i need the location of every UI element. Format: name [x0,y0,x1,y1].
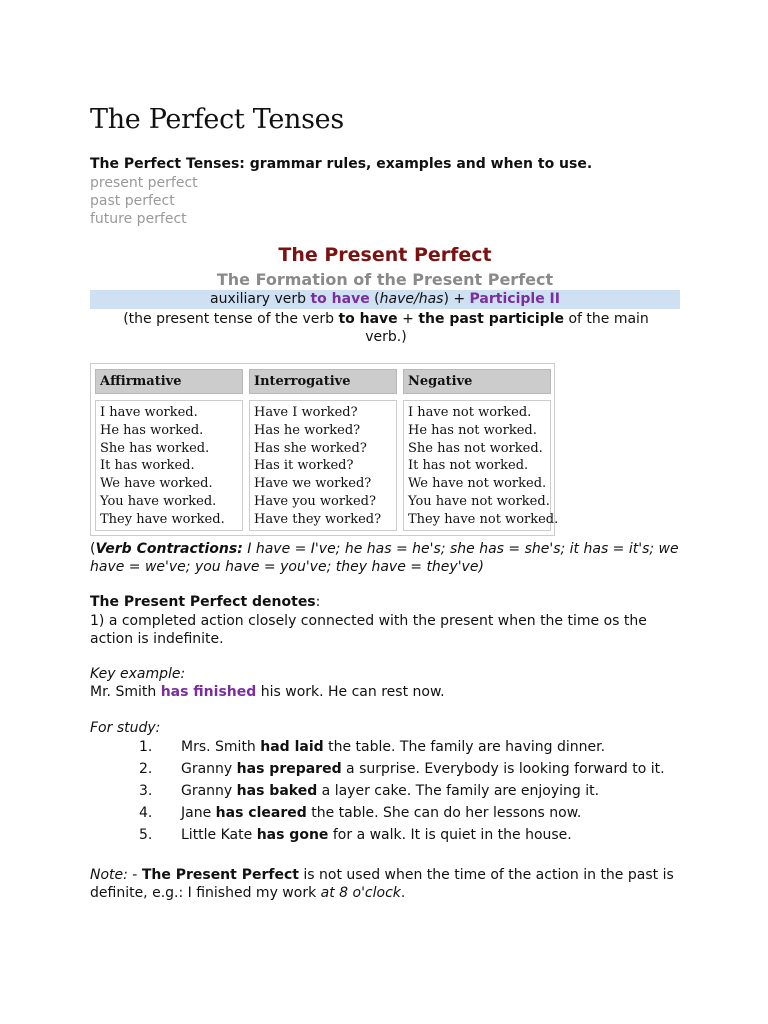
formula-verb: to have [310,291,370,307]
table-cell: I have not worked. [408,405,532,420]
table-cell: She has not worked. [408,440,543,456]
formula-paren-close: ) + [443,291,470,307]
contractions-text: I have = I've; he has = he's; she has = she's; it has = it's; we have = we've; you have = you've; they have = they've) [90,541,679,575]
item-bold: has baked [236,783,318,799]
item-text: Granny [181,783,237,799]
table-cell: They have worked. [100,511,225,527]
conjugation-table [90,363,559,536]
item-text: the table. She can do her lessons now. [306,805,582,821]
table-cell: They have not worked. [408,511,559,527]
verb-contractions [90,540,680,576]
table-cell: He has not worked. [408,422,537,438]
study-label: For study: [90,720,161,736]
table-cell: Has he worked? [254,422,361,438]
toc-link-past-perfect[interactable]: past perfect [90,193,175,209]
formation-formula [90,290,680,309]
key-example-label: Key example: [90,666,186,682]
denotes-colon: : [315,594,321,610]
table-cell: We have not worked. [408,476,547,492]
study-list [90,738,680,848]
explain-text-1: (the present tense of the verb [123,311,339,327]
column-interrogative [249,369,397,531]
explain-bold-2: the past participle [418,311,564,327]
page-subtitle: The Perfect Tenses: grammar rules, examples and when to use. [90,156,593,172]
item-bold: had laid [260,739,324,755]
explain-text-2: + [397,311,419,327]
contractions-label: Verb Contractions: [95,541,243,557]
table-cell: Have you worked? [254,493,376,509]
column-negative [403,369,559,531]
item-text: the table. The family are having dinner. [323,739,606,755]
denotes-heading [90,594,320,610]
key-example-after: his work. He can rest now. [256,684,445,700]
key-example-text [90,684,445,700]
column-body [403,400,559,531]
table-cell: Have I worked? [254,405,358,420]
table-cell: Has she worked? [254,440,367,456]
table-cell: He has worked. [100,422,204,438]
key-example-highlight: has finished [160,684,257,700]
column-body [249,400,397,531]
formula-forms: have/has [379,291,444,307]
page-title: The Perfect Tenses [90,104,344,135]
list-number: 2. [139,761,153,777]
toc-link-present-perfect[interactable]: present perfect [90,175,198,191]
toc-link-future-perfect[interactable]: future perfect [90,211,187,227]
explain-text-3: of the main verb.) [365,311,649,345]
table-cell: Has it worked? [254,458,354,474]
item-text: a surprise. Everybody is looking forward to it. [341,761,665,777]
section-title: The Present Perfect [278,244,492,266]
list-number: 4. [139,805,153,821]
table-cell: It has not worked. [408,458,529,474]
formation-title: The Formation of the Present Perfect [216,270,554,289]
explain-bold-1: to have [338,311,398,327]
table-cell: Have we worked? [254,476,372,492]
contractions-open: ( [90,541,96,557]
note-text: is not used when the time of the action in the past is definite, e.g.: I finished my work [90,867,674,901]
list-number: 5. [139,827,153,843]
column-header: Interrogative [249,369,397,394]
table-cell: I have worked. [100,405,198,420]
column-header: Affirmative [95,369,243,394]
item-text: Little Kate [181,827,257,843]
list-number: 3. [139,783,153,799]
note-paragraph [90,866,680,902]
column-header: Negative [403,369,551,394]
table-cell: Have they worked? [254,511,382,527]
note-dash: - [127,867,142,883]
table-cell: It has worked. [100,458,195,474]
note-end: . [400,885,406,901]
list-item [90,782,680,800]
item-text: Granny [181,761,237,777]
denotes-heading-text: The Present Perfect denotes [90,594,316,610]
column-body [95,400,243,531]
list-number: 1. [139,739,153,755]
note-italic: at 8 o'clock [320,885,401,901]
toc-list [90,174,198,228]
list-item [90,738,680,756]
item-text: for a walk. It is quiet in the house. [328,827,572,843]
note-bold: The Present Perfect [141,867,299,883]
formula-prefix: auxiliary verb [210,291,311,307]
item-text: Jane [181,805,216,821]
column-affirmative [95,369,243,531]
formation-explanation [108,310,664,346]
list-item [90,826,680,844]
list-item [90,804,680,822]
item-text: a layer cake. The family are enjoying it. [317,783,600,799]
key-example-before: Mr. Smith [90,684,161,700]
formula-participle: Participle II [469,291,560,307]
item-bold: has cleared [215,805,307,821]
table-cell: We have worked. [100,476,213,492]
item-text: Mrs. Smith [181,739,261,755]
item-bold: has prepared [236,761,342,777]
note-label: Note: [90,867,128,883]
table-cell: You have worked. [100,493,217,509]
denotes-text: 1) a completed action closely connected with the present when the time os the action is indefinite. [90,613,647,647]
list-item [90,760,680,778]
table-cell: You have not worked. [408,493,550,509]
formula-paren-open: ( [369,291,380,307]
table-cell: She has worked. [100,440,210,456]
item-bold: has gone [256,827,329,843]
